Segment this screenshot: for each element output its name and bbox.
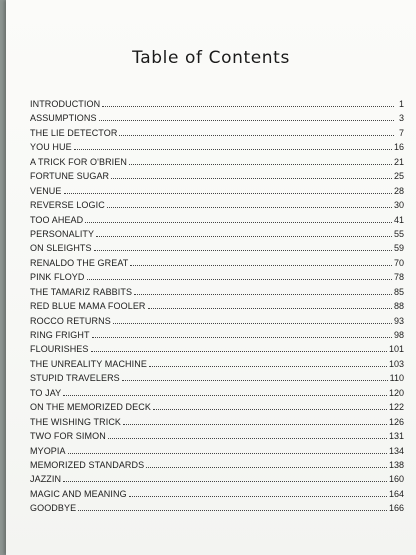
toc-entry: [30, 285, 404, 299]
toc-entry-title: TWO FOR SIMON: [30, 431, 106, 442]
toc-entry-page-number: 164: [388, 488, 404, 499]
toc-entry-title: THE UNREALITY MACHINE: [30, 358, 147, 369]
toc-entry-title: ON THE MEMORIZED DECK: [30, 402, 151, 413]
dot-leader: [129, 496, 387, 497]
dot-leader: [153, 409, 387, 410]
document-page: [6, 0, 416, 555]
toc-entry-title: VENUE: [30, 185, 62, 196]
toc-entry-title: ON SLEIGHTS: [30, 243, 92, 254]
toc-entry-title: FORTUNE SUGAR: [30, 171, 110, 182]
toc-entry-page-number: 103: [388, 358, 404, 369]
toc-entry: [30, 501, 404, 515]
toc-entry-page-number: 120: [388, 387, 404, 398]
dot-leader: [111, 178, 392, 179]
toc-entry-title: MYOPIA: [30, 445, 66, 456]
dot-leader: [123, 424, 387, 425]
toc-entry-title: STUPID TRAVELERS: [30, 373, 120, 384]
toc-entry-page-number: 110: [389, 373, 404, 384]
toc-entry-page-number: 131: [388, 431, 404, 442]
toc-entry-page-number: 70: [393, 257, 404, 268]
toc-entry-title: RED BLUE MAMA FOOLER: [30, 301, 146, 312]
toc-entry: [30, 342, 404, 356]
toc-entry: [30, 415, 404, 429]
dot-leader: [149, 366, 387, 367]
toc-entry: [30, 371, 404, 385]
toc-entry-page-number: 30: [393, 200, 404, 211]
dot-leader: [64, 193, 392, 194]
toc-entry: [30, 386, 404, 400]
toc-entry-page-number: 16: [393, 142, 404, 153]
toc-entry-page-number: 85: [393, 286, 404, 297]
toc-entry-title: RENALDO THE GREAT: [30, 257, 129, 268]
toc-entry-page-number: 122: [388, 402, 404, 413]
toc-entry-page-number: 25: [393, 171, 404, 182]
toc-entry-page-number: 78: [393, 272, 404, 283]
toc-entry-page-number: 138: [388, 459, 404, 470]
toc-entry-title: THE LIE DETECTOR: [30, 127, 118, 138]
toc-entry-page-number: 21: [393, 156, 404, 167]
toc-entry-title: INTRODUCTION: [30, 99, 101, 109]
dot-leader: [108, 438, 387, 439]
dot-leader: [92, 337, 392, 338]
toc-entry-page-number: 166: [388, 503, 404, 514]
dot-leader: [63, 481, 387, 482]
toc-entry-title: GOODBYE: [30, 503, 77, 514]
toc-entry-page-number: 88: [393, 301, 404, 312]
dot-leader: [102, 106, 394, 107]
toc-entry-title: RING FRIGHT: [30, 330, 90, 340]
toc-entry-title: TO JAY: [30, 387, 62, 398]
dot-leader: [94, 250, 392, 251]
dot-leader: [146, 467, 387, 468]
dot-leader: [119, 135, 394, 136]
dot-leader: [91, 351, 387, 352]
toc-entry-page-number: 3: [398, 113, 404, 124]
dot-leader: [96, 236, 392, 237]
dot-leader: [130, 265, 392, 266]
dot-leader: [87, 279, 392, 280]
toc-entry: [30, 472, 404, 486]
toc-entry: [30, 487, 404, 501]
toc-entry: [30, 357, 404, 371]
toc-entry: [30, 111, 404, 125]
toc-entry-page-number: 160: [388, 474, 404, 485]
toc-entry-title: FLOURISHES: [30, 344, 89, 355]
dot-leader: [63, 395, 387, 396]
toc-entry: [30, 241, 404, 255]
dot-leader: [99, 120, 394, 121]
toc-entry-page-number: 1: [398, 99, 404, 109]
toc-entry-title: ROCCO RETURNS: [30, 315, 111, 326]
toc-entry-page-number: 134: [388, 445, 404, 456]
toc-entry: [30, 444, 404, 458]
toc-entry-title: REVERSE LOGIC: [30, 200, 105, 211]
toc-entry-page-number: 93: [393, 315, 404, 326]
toc-entry: [30, 227, 404, 241]
toc-entry: [30, 155, 404, 169]
toc-entry-title: THE TAMARIZ RABBITS: [30, 286, 133, 297]
toc-entry: [30, 140, 404, 154]
dot-leader: [107, 207, 392, 208]
toc-entry-title: THE WISHING TRICK: [30, 416, 122, 427]
toc-entry: [30, 169, 404, 183]
table-of-contents: [30, 97, 404, 516]
toc-entry: [30, 314, 404, 328]
toc-entry: [30, 126, 404, 140]
toc-entry-title: TOO AHEAD: [30, 214, 84, 225]
toc-entry-title: MAGIC AND MEANING: [30, 488, 127, 499]
dot-leader: [78, 510, 387, 511]
toc-entry: [30, 299, 404, 313]
toc-entry-title: MEMORIZED STANDARDS: [30, 459, 145, 470]
dot-leader: [129, 164, 392, 165]
toc-entry-page-number: 7: [398, 127, 404, 138]
toc-entry-page-number: 41: [393, 214, 404, 225]
toc-entry-title: ASSUMPTIONS: [30, 113, 97, 124]
dot-leader: [85, 222, 392, 223]
toc-entry: [30, 270, 404, 284]
toc-entry: [30, 429, 404, 443]
toc-entry-page-number: 98: [393, 330, 404, 340]
toc-entry-title: PINK FLOYD: [30, 272, 85, 283]
toc-entry-page-number: 126: [388, 416, 404, 427]
toc-entry: [30, 97, 404, 111]
toc-entry-title: YOU HUE: [30, 142, 72, 153]
toc-entry-page-number: 101: [388, 344, 404, 355]
toc-entry-title: A TRICK FOR O'BRIEN: [30, 156, 127, 167]
toc-entry: [30, 184, 404, 198]
dot-leader: [148, 308, 392, 309]
toc-entry-title: JAZZIN: [30, 474, 62, 485]
dot-leader: [68, 453, 387, 454]
toc-entry-page-number: 55: [393, 228, 404, 239]
page-title: Table of Contents: [132, 48, 290, 68]
toc-entry-title: PERSONALITY: [30, 228, 95, 239]
toc-entry-page-number: 28: [393, 185, 404, 196]
dot-leader: [134, 294, 392, 295]
toc-entry: [30, 400, 404, 414]
toc-entry: [30, 213, 404, 227]
toc-entry: [30, 256, 404, 270]
toc-entry-page-number: 59: [393, 243, 404, 254]
toc-entry: [30, 198, 404, 212]
toc-entry: [30, 458, 404, 472]
toc-entry: [30, 328, 404, 342]
dot-leader: [122, 380, 388, 381]
dot-leader: [113, 323, 392, 324]
dot-leader: [74, 149, 392, 150]
